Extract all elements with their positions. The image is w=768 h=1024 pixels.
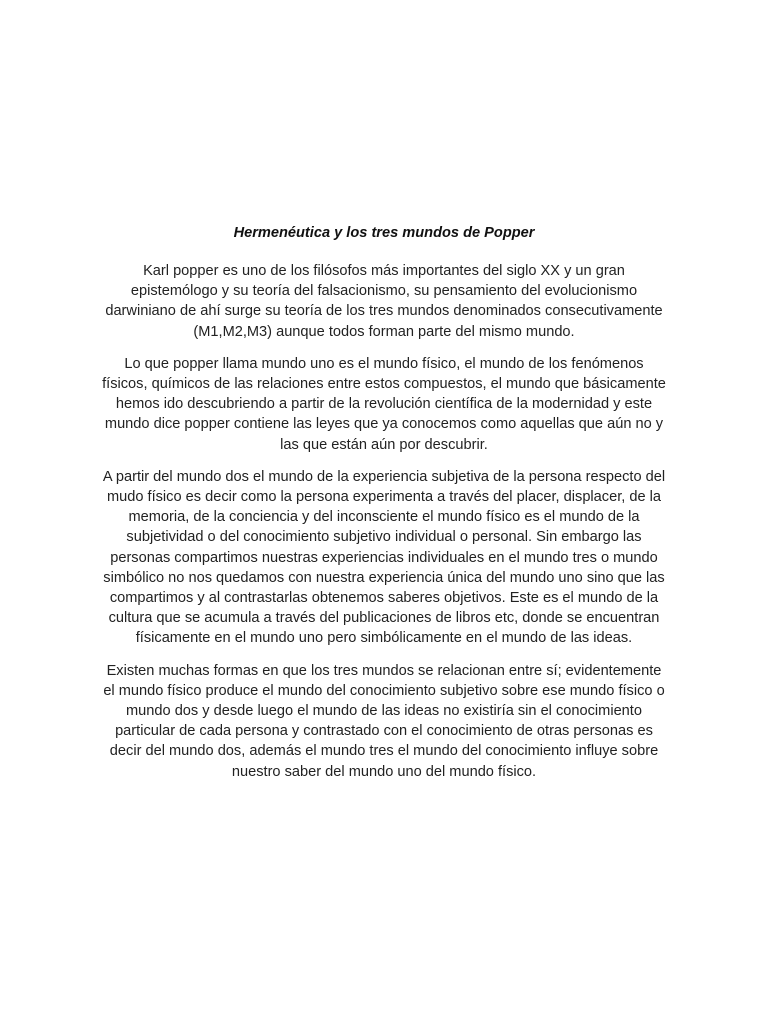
paragraph-3: A partir del mundo dos el mundo de la experiencia subjetiva de la persona respecto del mudo físico es decir como la persona experimenta a través del placer, displacer, de la memoria, de la conciencia y del inconsciente el mundo físico es el mundo de la subjetividad o del conocimiento subjetivo individual o personal. Sin embargo las personas compartimos nuestras experiencias individuales en el mundo tres o mundo simbólico no nos quedamos con nuestra experiencia única del mundo uno sino que las compartimos y al contrastarlas obtenemos saberes objetivos. Este es el mundo de la cultura que se acumula a través del publicaciones de libros etc, donde se encuentran físicamente en el mundo uno pero simbólicamente en el mundo de las ideas.	[102, 468, 666, 647]
document-body	[100, 223, 668, 782]
document-title: Hermenéutica y los tres mundos de Popper	[233, 225, 535, 241]
paragraph-4: Existen muchas formas en que los tres mundos se relacionan entre sí; evidentemente el mundo físico produce el mundo del conocimiento subjetivo sobre ese mundo físico o mundo dos y desde luego el mundo de las ideas no existiría sin el conocimiento particular de cada persona y contrastado con el conocimiento de otras personas es decir del mundo dos, además el mundo tres el mundo del conocimiento influye sobre nuestro saber del mundo uno del mundo físico.	[103, 662, 665, 780]
paragraph-1: Karl popper es uno de los filósofos más importantes del siglo XX y un gran epistemólogo y su teoría del falsacionismo, su pensamiento del evolucionismo darwiniano de ahí surge su teoría de los tres mundos denominados consecutivamente (M1,M2,M3) aunque todos forman parte del mismo mundo.	[105, 263, 663, 340]
paragraph-2: Lo que popper llama mundo uno es el mundo físico, el mundo de los fenómenos físicos, químicos de las relaciones entre estos compuestos, el mundo que básicamente hemos ido descubriendo a partir de la revolución científica de la modernidad y este mundo dice popper contiene las leyes que ya conocemos como aquellas que aún no y las que están aún por descubrir.	[102, 355, 666, 453]
